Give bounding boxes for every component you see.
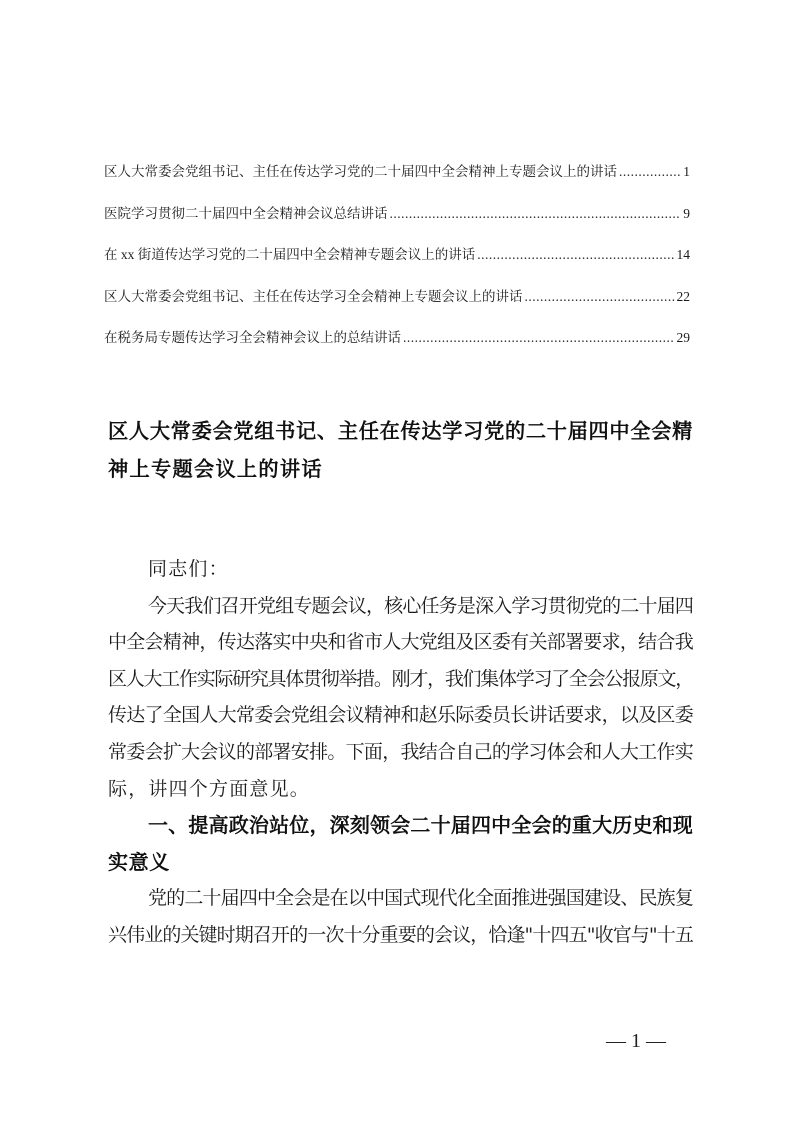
toc-leader-dots — [403, 330, 675, 346]
section-heading-line: 一、提高政治站位，深刻领会二十届四中全会的重大历史和现 — [148, 813, 693, 838]
body-text-line: 中全会精神，传达落实中央和省市人大党组及区委有关部署要求，结合我 — [108, 631, 693, 654]
salutation: 同志们： — [148, 558, 229, 580]
toc-entry[interactable] — [104, 202, 690, 244]
section-heading-line: 实意义 — [108, 849, 170, 874]
document-title-line: 神上专题会议上的讲话 — [108, 456, 323, 481]
toc-entry-page: 29 — [676, 330, 690, 346]
body-text-line: 区人大工作实际研究具体贯彻举措。刚才，我们集体学习了全会公报原文， — [108, 667, 693, 690]
document-title — [108, 413, 698, 488]
body-text-line: 党的二十届四中全会是在以中国式现代化全面推进强国建设、民族复 — [148, 887, 693, 910]
toc-entry[interactable] — [104, 160, 690, 202]
body-text-line: 兴伟业的关键时期召开的一次十分重要的会议，恰逢"十四五"收官与"十五 — [108, 923, 693, 946]
toc-entry-title: 区人大常委会党组书记、主任在传达学习党的二十届四中全会精神上专题会议上的讲话 — [104, 164, 617, 179]
toc-entry-page: 22 — [676, 288, 690, 304]
body-text-line: 际，讲四个方面意见。 — [108, 777, 311, 800]
toc-leader-dots — [525, 289, 675, 305]
toc-entry-title: 在 xx 街道传达学习党的二十届四中全会精神专题会议上的讲话 — [104, 247, 476, 263]
toc-leader-dots — [619, 164, 681, 180]
page-number: — 1 — — [606, 1030, 666, 1052]
document-body — [108, 551, 698, 954]
toc-leader-dots — [390, 206, 682, 222]
body-text-line: 今天我们召开党组专题会议，核心任务是深入学习贯彻党的二十届四 — [148, 594, 693, 617]
document-title-line: 区人大常委会党组书记、主任在传达学习党的二十届四中全会精 — [108, 419, 693, 443]
toc-entry-page: 1 — [683, 164, 690, 179]
toc-entry-page: 9 — [683, 205, 690, 221]
toc-entry-title: 区人大常委会党组书记、主任在传达学习全会精神上专题会议上的讲话 — [104, 288, 523, 304]
toc-entry[interactable] — [104, 326, 690, 368]
toc-entry-page: 14 — [676, 247, 690, 263]
body-text-line: 常委会扩大会议的部署安排。下面，我结合自己的学习体会和人大工作实 — [108, 740, 693, 763]
toc-leader-dots — [477, 247, 674, 263]
toc-entry-title: 医院学习贯彻二十届四中全会精神会议总结讲话 — [104, 205, 388, 221]
body-text-line: 传达了全国人大常委会党组会议精神和赵乐际委员长讲话要求，以及区委 — [108, 704, 693, 727]
toc-entry-title: 在税务局专题传达学习全会精神会议上的总结讲话 — [104, 330, 401, 346]
table-of-contents — [104, 160, 690, 368]
toc-entry[interactable] — [104, 285, 690, 327]
toc-entry[interactable] — [104, 243, 690, 285]
